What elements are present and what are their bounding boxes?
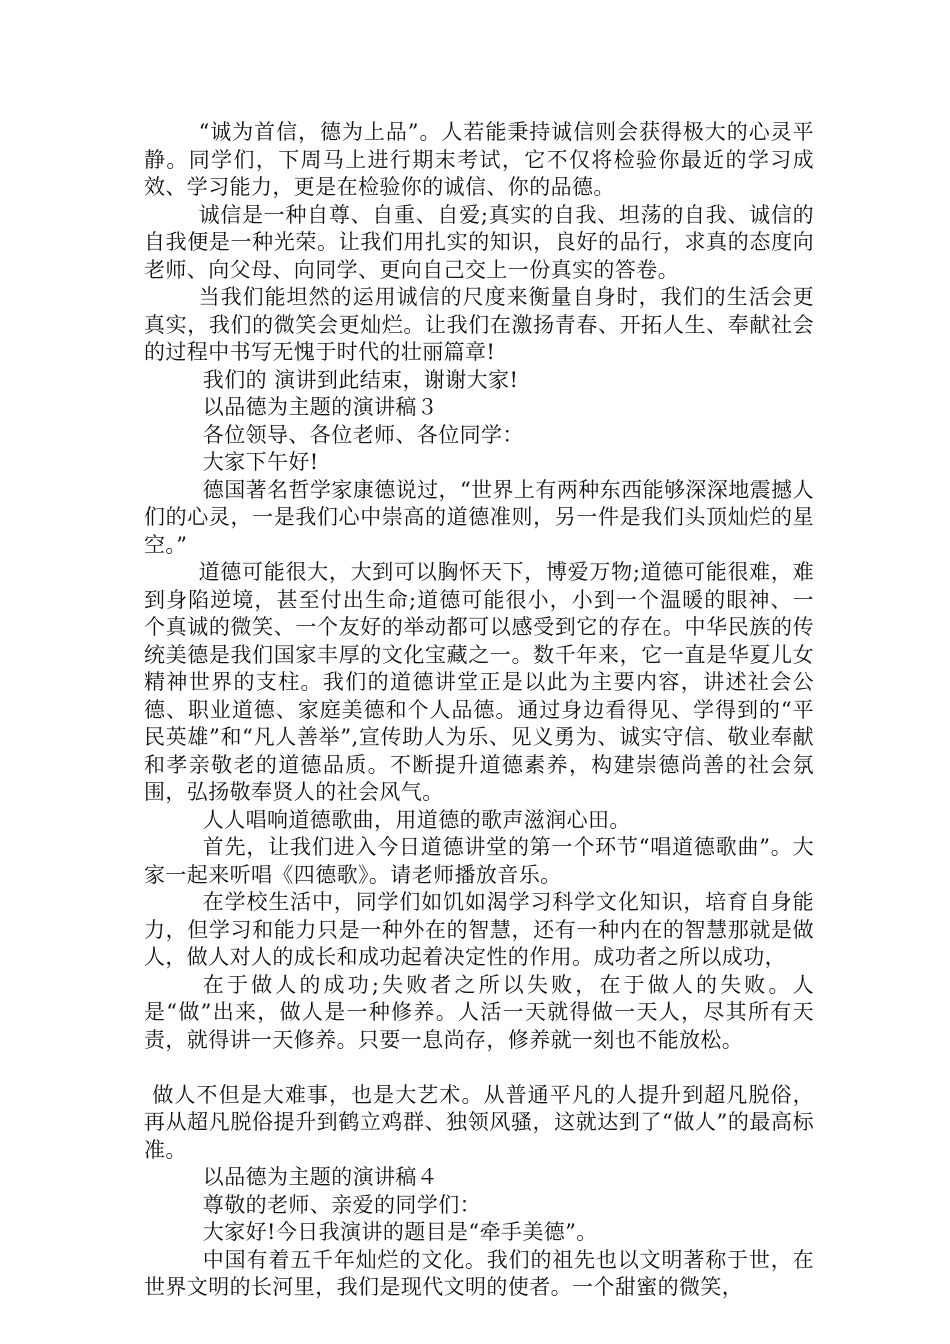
paragraph-topic: 大家好!今日我演讲的题目是“牵手美德”。	[202, 1220, 598, 1244]
paragraph-kant-quote: 德国著名哲学家康德说过，“世界上有两种东西能够深深地震撼人们的心灵，一是我们心中崇高的道德准则，另一件是我们头顶灿烂的星空。”	[144, 477, 814, 557]
paragraph-closing: 我们的 演讲到此结束，谢谢大家!	[202, 367, 519, 392]
paragraph-morality: 道德可能很大，大到可以胸怀天下，博爱万物;道德可能很难，难到身陷逆境，甚至付出生命;道德可能很小，小到一个温暖的眼神、一个真诚的微笑、一个友好的举动都可以感受到它的存在。中华民族的传统美德是我们国家丰厚的文化宝藏之一。数千年来，它一直是华夏儿女精神世界的支柱。我们的道德讲堂正是以此为主要内容，讲述社会公德、职业道德、家庭美德和个人品德。通过身边看得见、学得到的“平民英雄”和“凡人善举”,宣传助人为乐、见义勇为、诚实守信、敬业奉献和孝亲敬老的道德品质。不断提升道德素养，构建崇德尚善的社会氛围，弘扬敬奉贤人的社会风气。	[144, 560, 814, 804]
paragraph-being-human: 做人不但是大难事，也是大艺术。从普通平凡的人提升到超凡脱俗，再从超凡脱俗提升到鹤立鸡群、独领风骚，这就达到了“做人”的最高标准。	[144, 1082, 814, 1162]
speech-title-4: 以品德为主题的演讲稿４	[202, 1165, 439, 1189]
paragraph-moral-songs: 人人唱响道德歌曲，用道德的歌声滋润心田。	[202, 807, 631, 832]
paragraph-school-life: 在学校生活中，同学们如饥如渴学习科学文化知识，培育自身能力，但学习和能力只是一种外在的智慧，还有一种内在的智慧那就是做人，做人对人的成长和成功起着决定性的作用。成功者之所以成功，	[144, 890, 814, 969]
paragraph-first-segment: 首先，让我们进入今日道德讲堂的第一个环节“唱道德歌曲”。大家一起来听唱《四德歌》。请老师播放音乐。	[144, 835, 814, 887]
greeting-teachers: 尊敬的老师、亲爱的同学们：	[202, 1192, 481, 1217]
speech-title-3: 以品德为主题的演讲稿３	[202, 395, 439, 419]
paragraph-integrity-self: 诚信是一种自尊、自重、自爱;真实的自我、坦荡的自我、诚信的自我便是一种光荣。让我们用扎实的知识，良好的品行，求真的态度向老师、向父母、向同学、更向自己交上一份真实的答卷。	[144, 202, 814, 282]
blank-line	[144, 1054, 814, 1082]
paragraph-integrity-motto: “诚为首信，德为上品”。人若能秉持诚信则会获得极大的心灵平静。同学们，下周马上进行期末考试，它不仅将检验你最近的学习成效、学习能力，更是在检验你的诚信、你的品德。	[144, 120, 814, 199]
document-page	[144, 119, 814, 1302]
paragraph-success: 在于做人的成功;失败者之所以失败，在于做人的失败。人是“做”出来，做人是一种修养。人活一天就得做一天人，尽其所有天责，就得讲一天修养。只要一息尚存，修养就一刻也不能放松。	[144, 972, 814, 1052]
paragraph-china-culture: 中国有着五千年灿烂的文化。我们的祖先也以文明著称于世，在世界文明的长河里，我们是现代文明的使者。一个甜蜜的微笑，	[144, 1247, 814, 1299]
paragraph-integrity-measure: 当我们能坦然的运用诚信的尺度来衡量自身时，我们的生活会更真实，我们的微笑会更灿烂。让我们在激扬青春、开拓人生、奉献社会的过程中书写无愧于时代的壮丽篇章!	[144, 285, 814, 364]
greeting-afternoon: 大家下午好!	[202, 450, 319, 474]
greeting-leaders: 各位领导、各位老师、各位同学：	[202, 422, 524, 447]
